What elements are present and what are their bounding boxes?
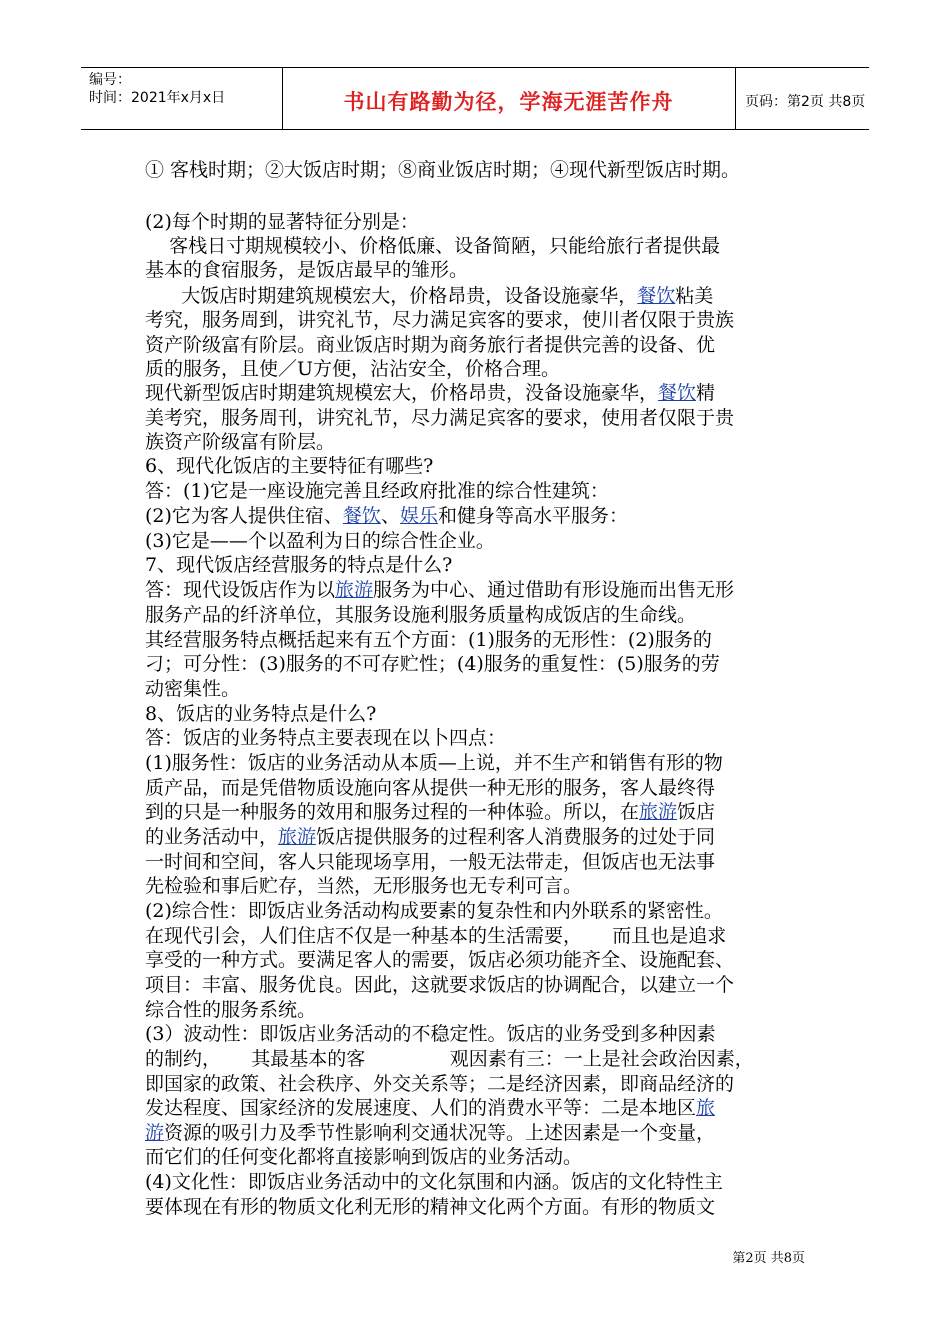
body-line: 享受的一种方式。要满足客人的需要，饭店必须功能齐全、设施配套、 xyxy=(145,949,735,971)
body-line: 的业务活动中，旅游饭店提供服务的过程利客人消费服务的过处于同 xyxy=(145,826,716,848)
body-line: 质产品，而是凭借物质设施向客从提供一种无形的服务，客人最终得 xyxy=(145,777,716,799)
body-line: 客栈日寸期规模较小、价格低廉、设备简陋，只能给旅行者提供最 xyxy=(145,235,721,257)
body-line: 的制约， 其最基本的客 观因素有三：一上是社会政治因素， xyxy=(145,1048,754,1070)
body-line: 考究，服务周到，讲究礼节，尽力满足宾客的要求，使川者仅限于贵族 xyxy=(145,309,735,331)
body-line: (1)服务性：饭店的业务活动从本质—上说，并不生产和销售有形的物 xyxy=(145,752,723,774)
body-line: 答：(1)它是一座设施完善且经政府批准的综合性建筑： xyxy=(145,480,609,502)
body-line: 即国家的政策、社会秩序、外交关系等；二是经济因素，即商品经济的 xyxy=(145,1073,735,1095)
catering-link[interactable]: 餐饮 xyxy=(658,382,697,404)
body-line: 动密集性。 xyxy=(145,678,241,700)
document-date: 时间：2021年x月x日 xyxy=(89,90,226,106)
catering-link[interactable]: 餐饮 xyxy=(637,285,676,307)
body-line: 游资源的吸引力及季节性影响利交通状况等。上述因素是一个变量， xyxy=(145,1122,716,1144)
body-line: (3）波动性：即饭店业务活动的不稳定性。饭店的业务受到多种因素 xyxy=(145,1023,716,1045)
tourism-link[interactable]: 旅游 xyxy=(335,579,374,601)
body-line: 8、饭店的业务特点是什么? xyxy=(145,703,377,725)
body-line: 发达程度、国家经济的发展速度、人们的消费水平等：二是本地区旅 xyxy=(145,1097,716,1119)
body-line: 族资产阶级富有阶层。 xyxy=(145,431,336,453)
body-line: 先检验和事后贮存，当然，无形服务也无专利可言。 xyxy=(145,875,583,897)
body-line: 质的服务，且使／U方便，沾沾安全，价格合理。 xyxy=(145,358,561,380)
catering-link[interactable]: 餐饮 xyxy=(342,505,381,527)
body-line: (2)它为客人提供住宿、餐饮、娱乐和健身等高水平服务： xyxy=(145,505,628,527)
body-line: 综合性的服务系统。 xyxy=(145,999,317,1021)
body-line: 项目：丰富、服务优良。因此，这就要求饭店的协调配合，以建立一个 xyxy=(145,974,735,996)
header-motto: 书山有路勤为径，学海无涯苦作舟 xyxy=(343,90,674,114)
tourism-link[interactable]: 游 xyxy=(145,1122,165,1144)
body-line: 而它们的任何变化都将直接影响到饭店的业务活动。 xyxy=(145,1146,583,1168)
page-footer: 第2页 共8页 xyxy=(732,1251,805,1266)
body-line: ① 客栈时期；②大饭店时期；⑧商业饭店时期；④现代新型饭店时期。 xyxy=(145,159,741,181)
body-line: 一时间和空间，客人只能现场享用，一般无法带走，但饭店也无法事 xyxy=(145,851,716,873)
body-line: (3)它是——个以盈利为日的综合性企业。 xyxy=(145,530,495,552)
body-line: 6、现代化饭店的主要特征有哪些? xyxy=(145,455,434,477)
body-line: 刁；可分性：(3)服务的不可存贮性；(4)服务的重复性：(5)服务的劳 xyxy=(145,653,720,675)
body-line: 基本的食宿服务，是饭店最早的雏形。 xyxy=(145,259,469,281)
tourism-link[interactable]: 旅游 xyxy=(278,826,317,848)
body-line: (2)综合性：即饭店业务活动构成要素的复杂性和内外联系的紧密性。 xyxy=(145,900,723,922)
body-line: 答：现代设饭店作为以旅游服务为中心、通过借助有形设施而出售无形 xyxy=(145,579,735,601)
body-line: (4)文化性：即饭店业务活动中的文化氛围和内涵。饭店的文化特性主 xyxy=(145,1171,723,1193)
body-line: 要体现在有形的物质文化利无形的精神文化两个方面。有形的物质文 xyxy=(145,1196,716,1218)
tourism-link[interactable]: 旅 xyxy=(696,1097,716,1119)
header-page-info: 页码：第2页 共8页 xyxy=(745,94,866,110)
body-line: 7、现代饭店经营服务的特点是什么? xyxy=(145,554,453,576)
body-line: 在现代引会，人们住店不仅是一种基本的生活需要， 而且也是追求 xyxy=(145,925,727,947)
body-line: 服务产品的纤济单位，其服务设施利服务质量构成饭店的生命线。 xyxy=(145,604,697,626)
body-line: 答：饭店的业务特点主要表现在以卜四点： xyxy=(145,727,507,749)
body-line: 到的只是一种服务的效用和服务过程的一种体验。所以，在旅游饭店 xyxy=(145,801,716,823)
tourism-link[interactable]: 旅游 xyxy=(639,801,678,823)
entertainment-link[interactable]: 娱乐 xyxy=(399,505,438,527)
body-line: 现代新型饭店时期建筑规模宏大，价格昂贵，没备设施豪华，餐饮精 xyxy=(145,382,716,404)
body-line: (2)每个时期的显著特征分别是： xyxy=(145,211,419,233)
body-line: 大饭店时期建筑规模宏大，价格昂贵，设备设施豪华，餐饮粘美 xyxy=(145,285,714,307)
document-code-label: 编号： xyxy=(89,72,131,88)
body-line: 其经营服务特点概括起来有五个方面：(1)服务的无形性：(2)服务的 xyxy=(145,629,712,651)
body-line: 美考究，服务周刊，讲究礼节，尽力满足宾客的要求，使用者仅限于贵 xyxy=(145,407,735,429)
body-line: 资产阶级富有阶层。商业饭店时期为商务旅行者提供完善的设备、优 xyxy=(145,334,716,356)
